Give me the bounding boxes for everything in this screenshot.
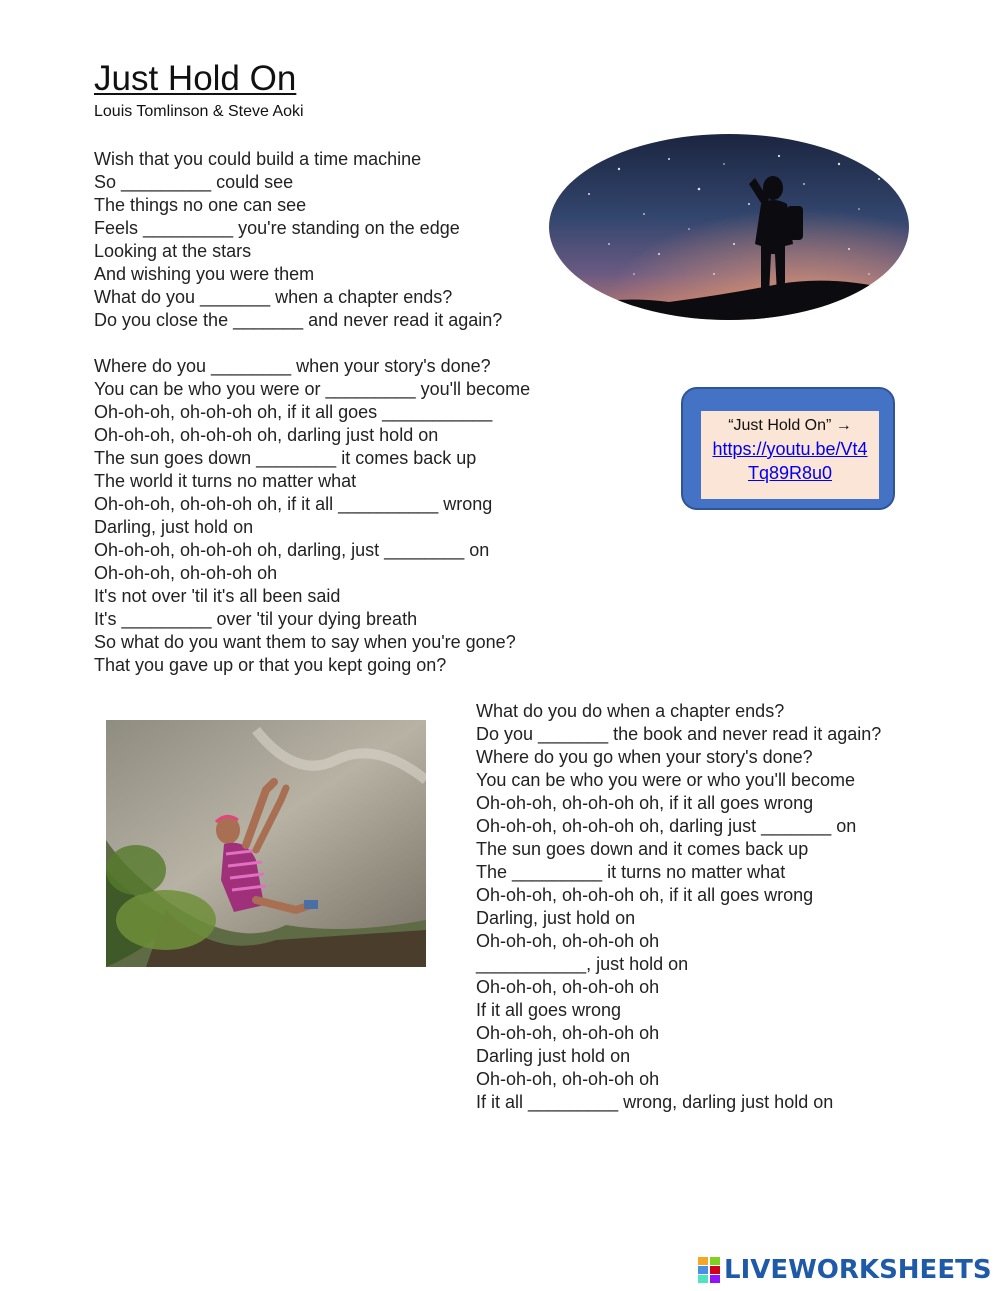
lyric-line: Where do you ________ when your story's done? <box>94 356 491 376</box>
lyric-line: You can be who you were or _________ you'll become <box>94 379 531 399</box>
lyric-line: Oh-oh-oh, oh-oh-oh oh <box>476 931 660 951</box>
liveworksheets-logo-icon <box>698 1257 720 1283</box>
stanza-gap <box>94 332 530 355</box>
youtube-link[interactable]: https://youtu.be/Vt4Tq89R8u0 <box>712 439 868 483</box>
lyric-line: Oh-oh-oh, oh-oh-oh oh, if it all __________ wrong <box>94 494 493 514</box>
lyric-line: The things no one can see <box>94 195 307 215</box>
lyric-line: Looking at the stars <box>94 241 252 261</box>
lyric-line: Darling, just hold on <box>476 908 636 928</box>
video-link-panel <box>701 411 879 499</box>
lyric-line: Where do you go when your story's done? <box>476 747 813 767</box>
lyrics-verse-left <box>94 148 530 677</box>
lyric-line: Feels _________ you're standing on the edge <box>94 218 460 238</box>
lyric-line: If it all _________ wrong, darling just hold on <box>476 1092 834 1112</box>
lyric-line: Oh-oh-oh, oh-oh-oh oh, if it all goes wrong <box>476 793 814 813</box>
lyric-line: Do you _______ the book and never read it again? <box>476 724 882 744</box>
lyric-line: Darling just hold on <box>476 1046 631 1066</box>
lyric-line: It's not over 'til it's all been said <box>94 586 341 606</box>
brand-name: LIVEWORKSHEETS <box>724 1255 992 1285</box>
lyric-line: Oh-oh-oh, oh-oh-oh oh <box>476 977 660 997</box>
lyric-line: Oh-oh-oh, oh-oh-oh oh <box>476 1023 660 1043</box>
lyrics-verse-right <box>476 700 881 1114</box>
lyric-line: Oh-oh-oh, oh-oh-oh oh, darling just _______ on <box>476 816 857 836</box>
liveworksheets-brand <box>698 1254 992 1286</box>
worksheet-title: Just Hold On <box>94 59 297 98</box>
lyric-line: What do you do when a chapter ends? <box>476 701 785 721</box>
video-link-box <box>681 387 895 510</box>
lyric-line: Darling, just hold on <box>94 517 254 537</box>
lyric-line: Wish that you could build a time machine <box>94 149 422 169</box>
lyric-line: Oh-oh-oh, oh-oh-oh oh, if it all goes ___________ <box>94 402 493 422</box>
rock-climber-image <box>106 720 426 967</box>
lyric-line: Oh-oh-oh, oh-oh-oh oh <box>94 563 278 583</box>
video-link-label: “Just Hold On” → <box>728 417 852 434</box>
lyric-line: Oh-oh-oh, oh-oh-oh oh, darling just hold on <box>94 425 439 445</box>
lyric-line: The _________ it turns no matter what <box>476 862 786 882</box>
starry-sky-silhouette-image <box>549 134 909 320</box>
lyric-line: The world it turns no matter what <box>94 471 357 491</box>
lyric-line: Do you close the _______ and never read it again? <box>94 310 503 330</box>
lyric-line: The sun goes down ________ it comes back up <box>94 448 477 468</box>
lyric-line: So _________ could see <box>94 172 294 192</box>
lyric-line: What do you _______ when a chapter ends? <box>94 287 453 307</box>
lyric-line: Oh-oh-oh, oh-oh-oh oh, darling, just ________ on <box>94 540 490 560</box>
lyric-line: If it all goes wrong <box>476 1000 622 1020</box>
lyric-line: The sun goes down and it comes back up <box>476 839 809 859</box>
lyric-line: You can be who you were or who you'll become <box>476 770 856 790</box>
lyric-line: That you gave up or that you kept going on? <box>94 655 447 675</box>
lyric-line: So what do you want them to say when you're gone? <box>94 632 516 652</box>
lyric-line: Oh-oh-oh, oh-oh-oh oh <box>476 1069 660 1089</box>
lyric-line: Oh-oh-oh, oh-oh-oh oh, if it all goes wrong <box>476 885 814 905</box>
lyric-line: ___________, just hold on <box>476 954 689 974</box>
lyric-line: And wishing you were them <box>94 264 315 284</box>
lyric-line: It's _________ over 'til your dying breath <box>94 609 418 629</box>
song-artists: Louis Tomlinson & Steve Aoki <box>94 103 304 120</box>
